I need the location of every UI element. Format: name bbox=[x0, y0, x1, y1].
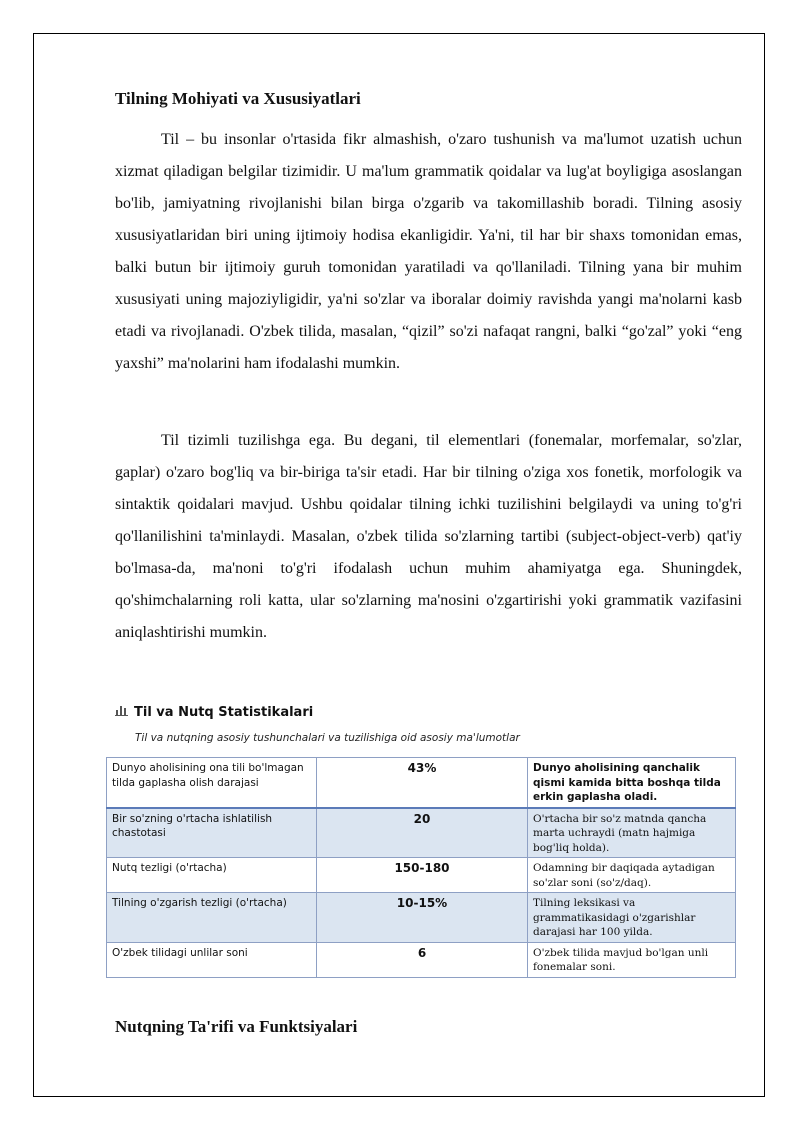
stat-label: Dunyo aholisining ona tili bo'lmagan tilda gaplasha olish darajasi bbox=[107, 758, 317, 808]
stats-heading bbox=[115, 704, 313, 720]
table-row bbox=[107, 858, 736, 893]
stat-note: O'zbek tilida mavjud bo'lgan unli fonemalar soni. bbox=[528, 942, 736, 977]
stat-value: 43% bbox=[317, 758, 528, 808]
stat-value: 10-15% bbox=[317, 893, 528, 943]
stat-value: 6 bbox=[317, 942, 528, 977]
bar-chart-icon bbox=[115, 704, 128, 720]
stat-note: Tilning leksikasi va grammatikasidagi o'zgarishlar darajasi har 100 yilda. bbox=[528, 893, 736, 943]
stat-label: Tilning o'zgarish tezligi (o'rtacha) bbox=[107, 893, 317, 943]
section-title: Tilning Mohiyati va Xususiyatlari bbox=[115, 89, 361, 108]
section-title-2: Nutqning Ta'rifi va Funktsiyalari bbox=[115, 1017, 358, 1036]
table-row bbox=[107, 758, 736, 808]
paragraph-2: Til tizimli tuzilishga ega. Bu degani, til elementlari (fonemalar, morfemalar, so'zlar, gaplar) o'zaro bog'liq va bir-biriga ta'sir etadi. Har bir tilning o'ziga xos fonetik, morfologik va sintaktik qoidalari mavjud. Ushbu qoidalar tilning ichki tuzilishini belgilaydi va uning to'g'ri qo'llanilishini ta'minlaydi. Masalan, o'zbek tilida so'zlarning tartibi (subject-object-verb) qat'iy bo'lmasa-da, ma'noni to'g'ri ifodalash uchun muhim ahamiyatga ega. Shuningdek, qo'shimchalarning roli katta, ular so'zlarning ma'nosini o'zgartirishi yoki grammatik vazifasini aniqlashtirishi mumkin. bbox=[115, 432, 742, 641]
stats-table bbox=[106, 757, 736, 978]
paragraph-1: Til – bu insonlar o'rtasida fikr almashish, o'zaro tushunish va ma'lumot uzatish uchun xizmat qiladigan belgilar tizimidir. U ma'lum grammatik qoidalar va lug'at boyligiga asoslangan bo'lib, jamiyatning rivojlanishi bilan birga o'zgarib va takomillashib boradi. Tilning asosiy xususiyatlaridan biri uning ijtimoiy hodisa ekanligidir. Ya'ni, til har bir shaxs tomonidan emas, balki butun bir ijtimoiy guruh tomonidan yaratiladi va qo'llaniladi. Tilning yana bir muhim xususiyati uning majoziyligidir, ya'ni so'zlar va iboralar doimiy ravishda yangi ma'nolarni kasb etadi va rivojlanadi. O'zbek tilida, masalan, “qizil” so'zi nafaqat rangni, balki “go'zal” yoki “eng yaxshi” ma'nolarini ham ifodalashi mumkin. bbox=[115, 131, 742, 372]
table-row bbox=[107, 808, 736, 858]
stat-value: 20 bbox=[317, 808, 528, 858]
stat-label: Nutq tezligi (o'rtacha) bbox=[107, 858, 317, 893]
stats-title: Til va Nutq Statistikalari bbox=[134, 704, 314, 720]
stat-value: 150-180 bbox=[317, 858, 528, 893]
stat-label: O'zbek tilidagi unlilar soni bbox=[107, 942, 317, 977]
table-row bbox=[107, 942, 736, 977]
stat-label: Bir so'zning o'rtacha ishlatilish chastotasi bbox=[107, 808, 317, 858]
stat-note: Odamning bir daqiqada aytadigan so'zlar soni (so'z/daq). bbox=[528, 858, 736, 893]
stats-caption: Til va nutqning asosiy tushunchalari va tuzilishiga oid asosiy ma'lumotlar bbox=[135, 732, 520, 744]
stat-note: Dunyo aholisining qanchalik qismi kamida bitta boshqa tilda erkin gaplasha oladi. bbox=[528, 758, 736, 808]
stat-note: O'rtacha bir so'z matnda qancha marta uchraydi (matn hajmiga bog'liq holda). bbox=[528, 808, 736, 858]
table-row bbox=[107, 893, 736, 943]
